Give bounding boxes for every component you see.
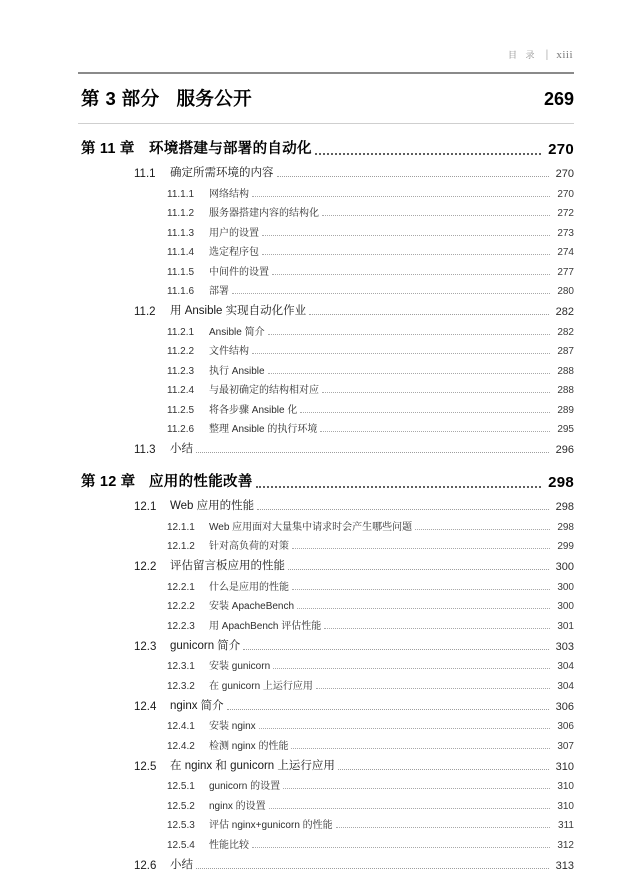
dot-leader <box>292 583 550 593</box>
toc-entry-number: 11.1.3 <box>167 227 195 239</box>
toc-entry-page-number: 296 <box>555 444 574 456</box>
toc-entry-subsection[interactable] <box>78 514 574 534</box>
toc-entry-title: 执行 Ansible <box>209 365 265 377</box>
dot-leader <box>262 229 550 239</box>
toc-entry-chapter[interactable] <box>78 457 574 493</box>
toc-entry-title: 与最初确定的结构相对应 <box>209 385 319 396</box>
toc-entry-number: 11.1 <box>134 168 156 180</box>
dot-leader <box>297 602 550 612</box>
toc-entry-title: 环境搭建与部署的自动化 <box>149 141 312 157</box>
toc-entry-subsection[interactable] <box>78 793 574 813</box>
toc-entry-subsection[interactable] <box>78 358 574 378</box>
toc-entry-title: 小结 <box>170 443 193 455</box>
toc-entry-title: 在 nginx 和 gunicorn 上运行应用 <box>170 759 335 772</box>
toc-entry-number: 11.1.1 <box>167 188 195 200</box>
toc-entry-section[interactable] <box>78 493 574 514</box>
table-of-contents <box>78 72 574 873</box>
toc-entry-title: 文件结构 <box>209 346 249 357</box>
toc-entry-subsection[interactable] <box>78 733 574 753</box>
toc-entry-number: 11.2.6 <box>167 424 195 435</box>
toc-entry-page-number: 289 <box>557 404 574 416</box>
toc-entry-number: 11.1.5 <box>167 266 195 278</box>
toc-entry-section[interactable] <box>78 553 574 574</box>
toc-entry-title: 检测 nginx 的性能 <box>209 740 289 752</box>
dot-leader <box>268 367 550 377</box>
part-page-number: 269 <box>543 89 574 109</box>
toc-entry-subsection[interactable] <box>78 613 574 633</box>
dot-leader <box>196 860 549 872</box>
toc-entry-number: 12.3 <box>134 640 157 653</box>
toc-entry-subsection[interactable] <box>78 259 574 279</box>
dot-leader <box>277 169 550 181</box>
toc-entry-page-number: 274 <box>557 247 574 258</box>
toc-entry-page-number: 270 <box>555 168 574 180</box>
toc-entry-page-number: 312 <box>557 839 574 851</box>
dot-leader <box>252 841 550 851</box>
toc-entry-page-number: 307 <box>557 740 574 752</box>
dot-leader <box>415 523 550 533</box>
toc-entry-subsection[interactable] <box>78 279 574 299</box>
toc-entry-title: 针对高负荷的对策 <box>209 541 289 552</box>
toc-entry-title: 安装 ApacheBench <box>209 601 295 612</box>
part-heading <box>78 74 574 123</box>
dot-leader <box>292 542 550 552</box>
toc-entry-title: nginx 简介 <box>170 699 224 712</box>
dot-leader <box>243 641 549 653</box>
toc-entry-page-number: 270 <box>557 188 574 200</box>
toc-entry-title: 网络结构 <box>209 188 249 200</box>
toc-entry-title: 用户的设置 <box>209 227 259 239</box>
toc-entry-page-number: 288 <box>557 385 574 396</box>
toc-entry-section[interactable] <box>78 160 574 181</box>
toc-entry-title: 部署 <box>209 286 229 297</box>
toc-entry-page-number: 310 <box>555 760 574 773</box>
toc-entry-page-number: 301 <box>557 620 574 632</box>
toc-entry-page-number: 306 <box>555 700 574 713</box>
toc-entry-title: Web 应用的性能 <box>170 500 255 512</box>
toc-entry-section[interactable] <box>78 753 574 774</box>
toc-entry-number: 12.5 <box>134 760 157 773</box>
toc-entry-page-number: 273 <box>557 227 574 239</box>
toc-entry-page-number: 300 <box>557 581 574 593</box>
toc-entry-page-number: 313 <box>555 859 574 872</box>
toc-entry-chapter[interactable] <box>78 124 574 160</box>
toc-entry-number: 11.3 <box>134 444 156 456</box>
toc-entry-number: 11.2 <box>134 306 156 318</box>
toc-entry-section[interactable] <box>78 298 574 319</box>
toc-entry-page-number: 270 <box>548 141 574 158</box>
toc-entry-page-number: 300 <box>557 601 574 612</box>
dot-leader <box>291 742 550 752</box>
toc-entry-title: Ansible 简介 <box>209 326 265 338</box>
toc-entry-number: 12.2.2 <box>167 601 195 612</box>
part-title: 服务公开 <box>176 88 253 109</box>
toc-entry-subsection[interactable] <box>78 813 574 833</box>
dot-leader <box>259 722 550 732</box>
toc-entry-subsection[interactable] <box>78 201 574 221</box>
toc-entry-subsection[interactable] <box>78 181 574 201</box>
toc-entry-title: 应用的性能改善 <box>149 474 253 490</box>
toc-entry-subsection[interactable] <box>78 534 574 554</box>
toc-entry-page-number: 298 <box>548 474 574 491</box>
toc-entry-subsection[interactable] <box>78 594 574 614</box>
dot-leader <box>324 622 550 632</box>
toc-entry-number: 11.1.2 <box>167 208 195 219</box>
toc-entry-title: 整理 Ansible 的执行环境 <box>209 424 318 435</box>
toc-entry-section[interactable] <box>78 436 574 457</box>
toc-entry-page-number: 287 <box>557 346 574 357</box>
dot-leader <box>227 701 549 713</box>
dot-leader <box>315 144 541 159</box>
toc-entry-page-number: 298 <box>555 501 574 513</box>
toc-entry-number: 12.5.2 <box>167 800 195 812</box>
dot-leader <box>288 562 549 574</box>
toc-entry-title: 小结 <box>170 858 193 871</box>
toc-entry-page-number: 310 <box>557 781 574 792</box>
toc-entry-number: 12.1.2 <box>167 541 195 552</box>
dot-leader <box>316 682 550 692</box>
toc-entry-subsection[interactable] <box>78 319 574 339</box>
toc-entry-subsection[interactable] <box>78 240 574 260</box>
toc-entry-number: 12.4.1 <box>167 721 195 732</box>
toc-entry-number: 12.1 <box>134 501 157 513</box>
toc-entry-title: 什么是应用的性能 <box>209 581 289 593</box>
toc-entry-number: 11.2.3 <box>167 365 195 377</box>
dot-leader <box>252 347 550 357</box>
toc-entry-number: 11.2.5 <box>167 404 195 416</box>
toc-entry-number: 11.2.1 <box>167 326 195 338</box>
running-head <box>508 48 573 61</box>
dot-leader <box>269 802 550 812</box>
toc-entry-page-number: 282 <box>557 326 574 338</box>
toc-entry-page-number: 277 <box>557 266 574 278</box>
dot-leader <box>320 425 550 435</box>
toc-entry-number: 12.2.1 <box>167 581 195 593</box>
toc-entry-number: 11.2.4 <box>167 385 195 396</box>
toc-entry-title: 选定程序包 <box>209 247 259 258</box>
running-head-label: 目 录 <box>507 50 538 60</box>
toc-entry-title: 服务器搭建内容的结构化 <box>209 208 319 219</box>
toc-entry-subsection[interactable] <box>78 654 574 674</box>
toc-entry-page-number: 288 <box>557 365 574 377</box>
toc-entry-title: 安装 gunicorn <box>209 661 271 672</box>
toc-entry-subsection[interactable] <box>78 339 574 359</box>
dot-leader <box>322 386 550 396</box>
toc-entry-list <box>78 124 574 873</box>
toc-entry-number: 12.5.3 <box>167 820 195 831</box>
toc-entry-section[interactable] <box>78 852 574 873</box>
dot-leader <box>196 445 549 457</box>
dot-leader <box>252 190 550 200</box>
toc-entry-title: 评估 nginx+gunicorn 的性能 <box>209 820 333 831</box>
toc-entry-title: 用 Ansible 实现自动化作业 <box>170 305 307 317</box>
dot-leader <box>232 287 550 297</box>
toc-entry-title: 安装 nginx <box>209 721 256 732</box>
toc-entry-subsection[interactable] <box>78 378 574 398</box>
toc-entry-section[interactable] <box>78 633 574 654</box>
dot-leader <box>257 502 549 514</box>
toc-entry-page-number: 298 <box>557 521 574 533</box>
toc-entry-number: 11.1.6 <box>167 286 195 297</box>
toc-entry-page-number: 299 <box>557 541 574 552</box>
dot-leader <box>322 209 550 219</box>
toc-entry-page-number: 300 <box>555 561 574 573</box>
toc-entry-page-number: 304 <box>557 661 574 672</box>
toc-entry-page-number: 295 <box>557 424 574 435</box>
dot-leader <box>283 782 550 792</box>
toc-entry-section[interactable] <box>78 693 574 714</box>
toc-entry-page-number: 303 <box>555 640 574 653</box>
dot-leader <box>273 662 550 672</box>
toc-entry-number: 11.2.2 <box>167 346 195 357</box>
toc-entry-number: 12.3.1 <box>167 661 195 672</box>
toc-entry-number: 第 11 章 <box>81 141 135 157</box>
toc-entry-title: nginx 的设置 <box>209 800 266 812</box>
toc-entry-subsection[interactable] <box>78 832 574 852</box>
dot-leader <box>262 248 550 258</box>
toc-entry-title: gunicorn 简介 <box>170 639 241 652</box>
toc-entry-number: 12.1.1 <box>167 521 195 533</box>
toc-entry-number: 第 12 章 <box>81 474 136 490</box>
toc-entry-number: 12.5.1 <box>167 781 195 792</box>
toc-entry-number: 12.4 <box>134 700 157 713</box>
toc-entry-page-number: 272 <box>557 208 574 219</box>
toc-entry-subsection[interactable] <box>78 397 574 417</box>
toc-entry-page-number: 304 <box>557 680 574 692</box>
page-folio: xiii <box>556 48 573 61</box>
running-head-separator: | <box>545 48 549 60</box>
dot-leader <box>309 307 549 319</box>
toc-entry-number: 12.2.3 <box>167 620 195 632</box>
toc-entry-subsection[interactable] <box>78 417 574 437</box>
toc-entry-title: 性能比较 <box>209 839 249 851</box>
dot-leader <box>338 761 549 773</box>
toc-entry-subsection[interactable] <box>78 673 574 693</box>
toc-entry-number: 12.5.4 <box>167 839 195 851</box>
toc-entry-page-number: 310 <box>557 800 574 812</box>
toc-entry-number: 12.6 <box>134 859 157 872</box>
dot-leader <box>336 821 550 831</box>
toc-entry-page-number: 280 <box>557 286 574 297</box>
toc-entry-page-number: 306 <box>557 721 574 732</box>
toc-entry-title: 将各步骤 Ansible 化 <box>209 404 298 416</box>
toc-entry-title: 在 gunicorn 上运行应用 <box>209 680 313 692</box>
toc-entry-title: 确定所需环境的内容 <box>170 167 274 179</box>
part-label: 第 3 部分 <box>81 88 160 109</box>
dot-leader <box>272 268 550 278</box>
toc-entry-number: 12.4.2 <box>167 740 195 752</box>
toc-entry-number: 12.2 <box>134 561 157 573</box>
toc-entry-title: 用 ApachBench 评估性能 <box>209 620 322 632</box>
toc-entry-subsection[interactable] <box>78 714 574 734</box>
dot-leader <box>268 328 550 338</box>
toc-entry-subsection[interactable] <box>78 774 574 794</box>
toc-entry-page-number: 282 <box>555 306 574 318</box>
toc-entry-subsection[interactable] <box>78 220 574 240</box>
toc-entry-number: 12.3.2 <box>167 680 195 692</box>
toc-entry-title: 评估留言板应用的性能 <box>170 560 285 572</box>
toc-entry-page-number: 311 <box>558 820 574 831</box>
toc-entry-subsection[interactable] <box>78 574 574 594</box>
dot-leader <box>300 406 550 416</box>
toc-entry-title: gunicorn 的设置 <box>209 781 281 792</box>
dot-leader <box>256 477 541 492</box>
toc-entry-title: Web 应用面对大量集中请求时会产生哪些问题 <box>209 521 413 533</box>
toc-entry-number: 11.1.4 <box>167 247 195 258</box>
toc-entry-title: 中间件的设置 <box>209 266 269 278</box>
